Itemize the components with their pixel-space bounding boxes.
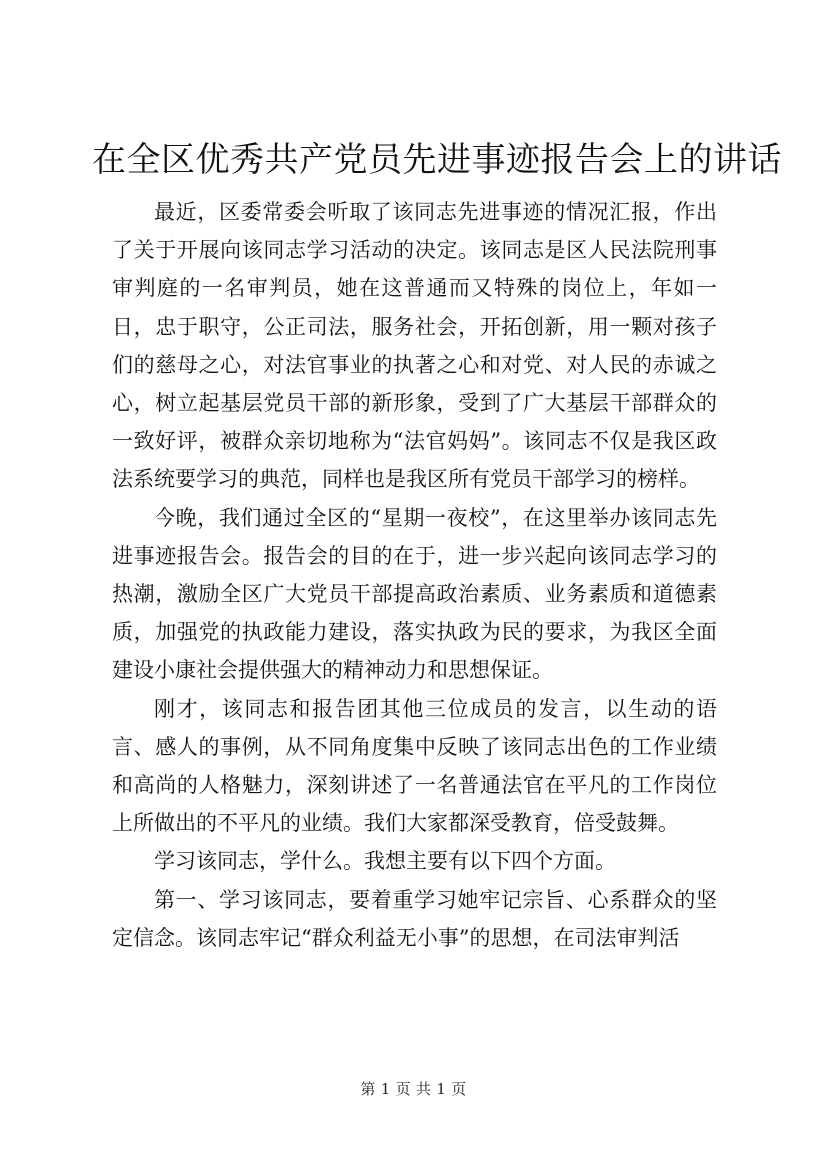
paragraph-4: 学习该同志，学什么。我想主要有以下四个方面。 xyxy=(154,849,616,874)
document-title: 在全区优秀共产党员先进事迹报告会上的讲话 xyxy=(92,140,782,180)
document-body xyxy=(112,193,717,957)
paragraph-5: 第一、学习该同志，要着重学习她牢记宗旨、心系群众的坚定信念。该同志牢记“群众利益无小事”的思想，在司法审判活 xyxy=(112,887,717,950)
paragraph-1: 最近，区委常委会听取了该同志先进事迹的情况汇报，作出了关于开展向该同志学习活动的决定。该同志是区人民法院刑事审判庭的一名审判员，她在这普通而又特殊的岗位上，年如一日，忠于职守，公正司法，服务社会，开拓创新，用一颗对孩子们的慈母之心，对法官事业的执著之心和对党、对人民的赤诚之心，树立起基层党员干部的新形象，受到了广大基层干部群众的一致好评，被群众亲切地称为“法官妈妈”。该同志不仅是我区政法系统要学习的典范，同样也是我区所有党员干部学习的榜样。 xyxy=(112,200,717,492)
paragraph-3: 刚才，该同志和报告团其他三位成员的发言，以生动的语言、感人的事例，从不同角度集中反映了该同志出色的工作业绩和高尚的人格魅力，深刻讲述了一名普通法官在平凡的工作岗位上所做出的不平凡的业绩。我们大家都深受教育，倍受鼓舞。 xyxy=(112,696,717,836)
page-number-footer: 第 1 页 共 1 页 xyxy=(360,1080,467,1098)
paragraph-2: 今晚，我们通过全区的“星期一夜校”，在这里举办该同志先进事迹报告会。报告会的目的在于，进一步兴起向该同志学习的热潮，激励全区广大党员干部提高政治素质、业务素质和道德素质，加强党的执政能力建设，落实执政为民的要求，为我区全面建设小康社会提供强大的精神动力和思想保证。 xyxy=(112,505,717,683)
